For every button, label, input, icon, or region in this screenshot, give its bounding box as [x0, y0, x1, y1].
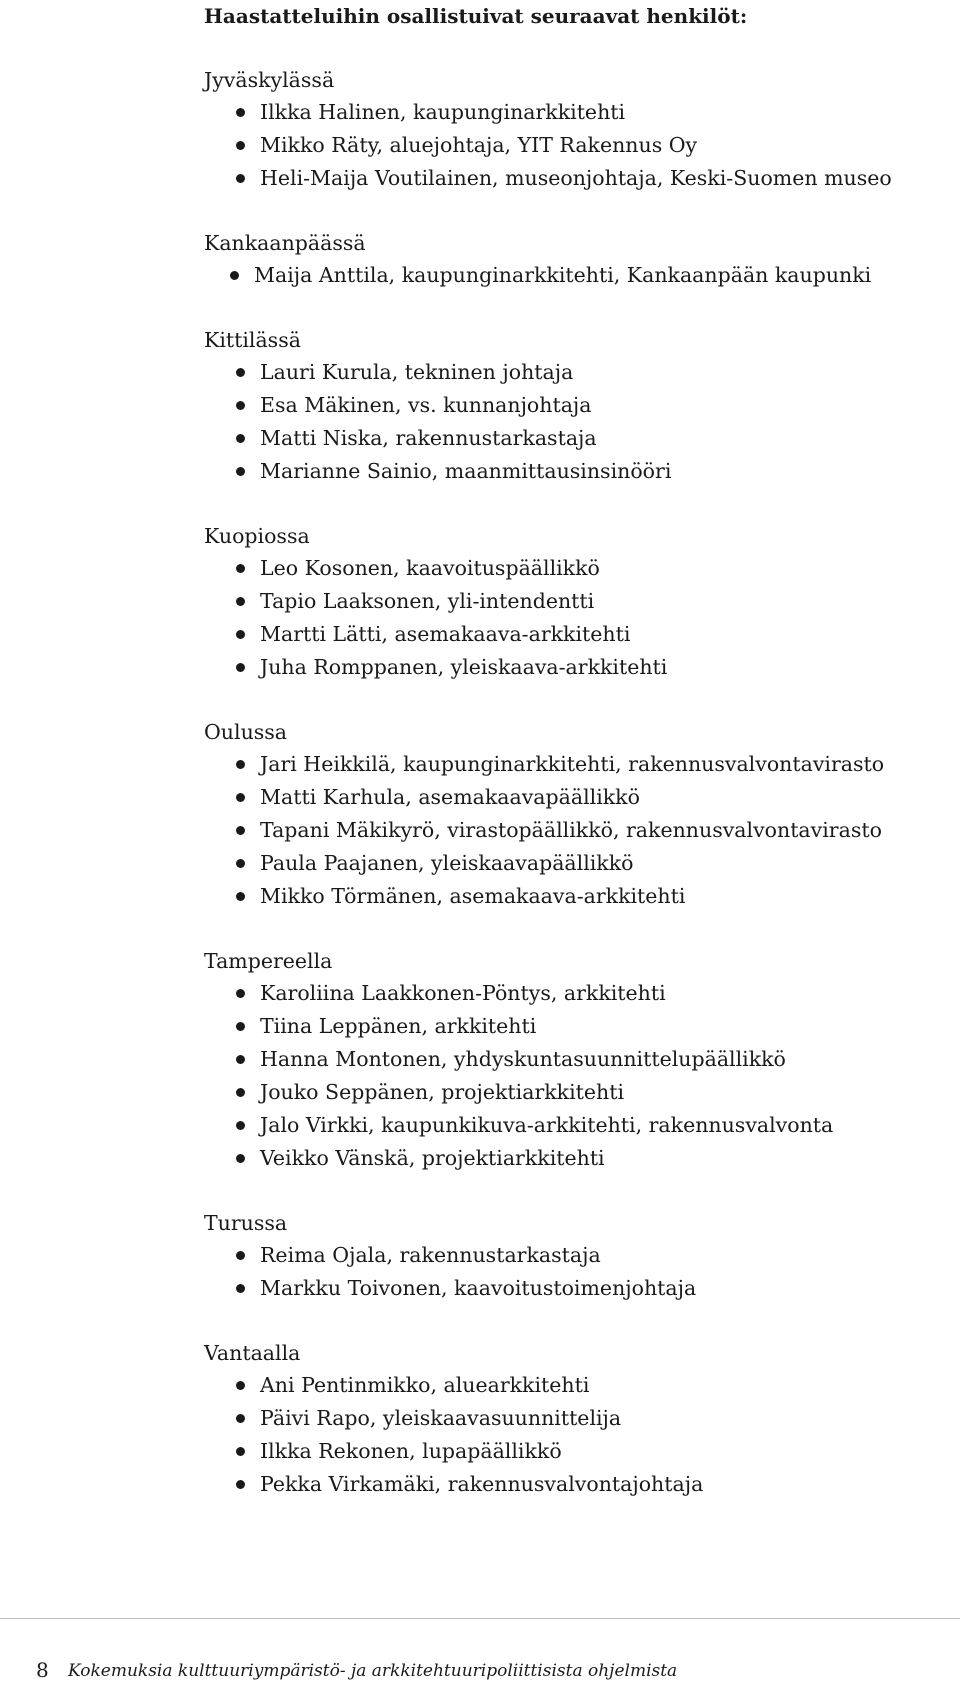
person-entry: Tiina Leppänen, arkkitehti [260, 1014, 537, 1038]
list-item [204, 748, 954, 781]
list-item [204, 1239, 954, 1272]
person-list [204, 96, 954, 195]
bullet-icon [236, 174, 245, 183]
list-item [204, 880, 954, 913]
bullet-icon [236, 597, 245, 606]
person-entry: Heli-Maija Voutilainen, museonjohtaja, Keski-Suomen museo [260, 166, 892, 190]
list-item [204, 1272, 954, 1305]
location-section [204, 945, 954, 1175]
location-heading: Jyväskylässä [204, 68, 335, 92]
location-section [204, 1207, 954, 1305]
list-item [204, 1010, 954, 1043]
bullet-icon [236, 989, 245, 998]
list-item [204, 389, 954, 422]
page-title: Haastatteluihin osallistuivat seuraavat henkilöt: [204, 4, 748, 28]
list-item [204, 618, 954, 651]
person-list [204, 259, 954, 292]
bullet-icon [236, 368, 245, 377]
location-section [204, 324, 954, 488]
person-entry: Päivi Rapo, yleiskaavasuunnittelija [260, 1406, 622, 1430]
bullet-icon [236, 434, 245, 443]
bullet-icon [236, 1121, 245, 1130]
location-heading: Kittilässä [204, 328, 301, 352]
person-list [204, 356, 954, 488]
bullet-icon [236, 1381, 245, 1390]
list-item [204, 1043, 954, 1076]
person-entry: Ilkka Halinen, kaupunginarkkitehti [260, 100, 626, 124]
person-entry: Ilkka Rekonen, lupapäällikkö [260, 1439, 562, 1463]
bullet-icon [236, 663, 245, 672]
bullet-icon [236, 1088, 245, 1097]
person-list [204, 748, 954, 913]
person-entry: Markku Toivonen, kaavoitustoimenjohtaja [260, 1276, 697, 1300]
list-item [204, 847, 954, 880]
list-item [204, 129, 954, 162]
location-section [204, 716, 954, 913]
person-entry: Martti Lätti, asemakaava-arkkitehti [260, 622, 631, 646]
location-heading: Turussa [204, 1211, 288, 1235]
list-item [204, 455, 954, 488]
location-section [204, 1337, 954, 1501]
list-item [204, 422, 954, 455]
location-heading: Oulussa [204, 720, 288, 744]
location-heading: Tampereella [204, 949, 333, 973]
list-item [204, 585, 954, 618]
bullet-icon [236, 401, 245, 410]
bullet-icon [236, 467, 245, 476]
page-number: 8 [36, 1658, 49, 1682]
person-entry: Mikko Räty, aluejohtaja, YIT Rakennus Oy [260, 133, 698, 157]
person-list [204, 552, 954, 684]
person-entry: Esa Mäkinen, vs. kunnanjohtaja [260, 393, 592, 417]
location-section [204, 520, 954, 684]
person-entry: Maija Anttila, kaupunginarkkitehti, Kankaanpään kaupunki [254, 263, 872, 287]
bullet-icon [236, 564, 245, 573]
location-section [204, 227, 954, 292]
bullet-icon [236, 826, 245, 835]
person-entry: Paula Paajanen, yleiskaavapäällikkö [260, 851, 634, 875]
person-entry: Matti Karhula, asemakaavapäällikkö [260, 785, 640, 809]
person-entry: Reima Ojala, rakennustarkastaja [260, 1243, 601, 1267]
bullet-icon [236, 141, 245, 150]
list-item [204, 1402, 954, 1435]
bullet-icon [236, 1055, 245, 1064]
bullet-icon [236, 760, 245, 769]
person-entry: Tapio Laaksonen, yli-intendentti [260, 589, 595, 613]
list-item [204, 651, 954, 684]
person-entry: Veikko Vänskä, projektiarkkitehti [260, 1146, 605, 1170]
bullet-icon [236, 1251, 245, 1260]
list-item [204, 1369, 954, 1402]
list-item [204, 1435, 954, 1468]
person-entry: Juha Romppanen, yleiskaava-arkkitehti [260, 655, 668, 679]
list-item [204, 1076, 954, 1109]
person-list [204, 1239, 954, 1305]
list-item [204, 552, 954, 585]
person-entry: Karoliina Laakkonen-Pöntys, arkkitehti [260, 981, 666, 1005]
bullet-icon [236, 1154, 245, 1163]
list-item [204, 259, 954, 292]
bullet-icon [236, 859, 245, 868]
person-entry: Tapani Mäkikyrö, virastopäällikkö, rakennusvalvontavirasto [260, 818, 882, 842]
bullet-icon [230, 271, 239, 280]
list-item [204, 1109, 954, 1142]
location-heading: Vantaalla [204, 1341, 301, 1365]
person-list [204, 1369, 954, 1501]
bullet-icon [236, 1447, 245, 1456]
person-entry: Lauri Kurula, tekninen johtaja [260, 360, 574, 384]
list-item [204, 96, 954, 129]
person-entry: Jari Heikkilä, kaupunginarkkitehti, rakennusvalvontavirasto [260, 752, 885, 776]
list-item [204, 1468, 954, 1501]
participant-list [204, 64, 954, 1533]
bullet-icon [236, 1480, 245, 1489]
person-entry: Ani Pentinmikko, aluearkkitehti [260, 1373, 590, 1397]
location-section [204, 64, 954, 195]
bullet-icon [236, 1414, 245, 1423]
list-item [204, 162, 954, 195]
list-item [204, 977, 954, 1010]
list-item [204, 356, 954, 389]
person-entry: Marianne Sainio, maanmittausinsinööri [260, 459, 672, 483]
person-entry: Pekka Virkamäki, rakennusvalvontajohtaja [260, 1472, 704, 1496]
bullet-icon [236, 1022, 245, 1031]
bullet-icon [236, 108, 245, 117]
person-entry: Hanna Montonen, yhdyskuntasuunnittelupäällikkö [260, 1047, 786, 1071]
bullet-icon [236, 630, 245, 639]
bullet-icon [236, 1284, 245, 1293]
bullet-icon [236, 793, 245, 802]
person-entry: Matti Niska, rakennustarkastaja [260, 426, 597, 450]
list-item [204, 814, 954, 847]
person-entry: Jouko Seppänen, projektiarkkitehti [260, 1080, 625, 1104]
person-list [204, 977, 954, 1175]
person-entry: Jalo Virkki, kaupunkikuva-arkkitehti, rakennusvalvonta [260, 1113, 834, 1137]
person-entry: Mikko Törmänen, asemakaava-arkkitehti [260, 884, 686, 908]
bullet-icon [236, 892, 245, 901]
person-entry: Leo Kosonen, kaavoituspäällikkö [260, 556, 600, 580]
footer-divider [0, 1618, 960, 1619]
list-item [204, 1142, 954, 1175]
location-heading: Kankaanpäässä [204, 231, 366, 255]
list-item [204, 781, 954, 814]
location-heading: Kuopiossa [204, 524, 310, 548]
publication-title: Kokemuksia kulttuuriympäristö- ja arkkitehtuuripoliittisista ohjelmista [68, 1661, 678, 1681]
